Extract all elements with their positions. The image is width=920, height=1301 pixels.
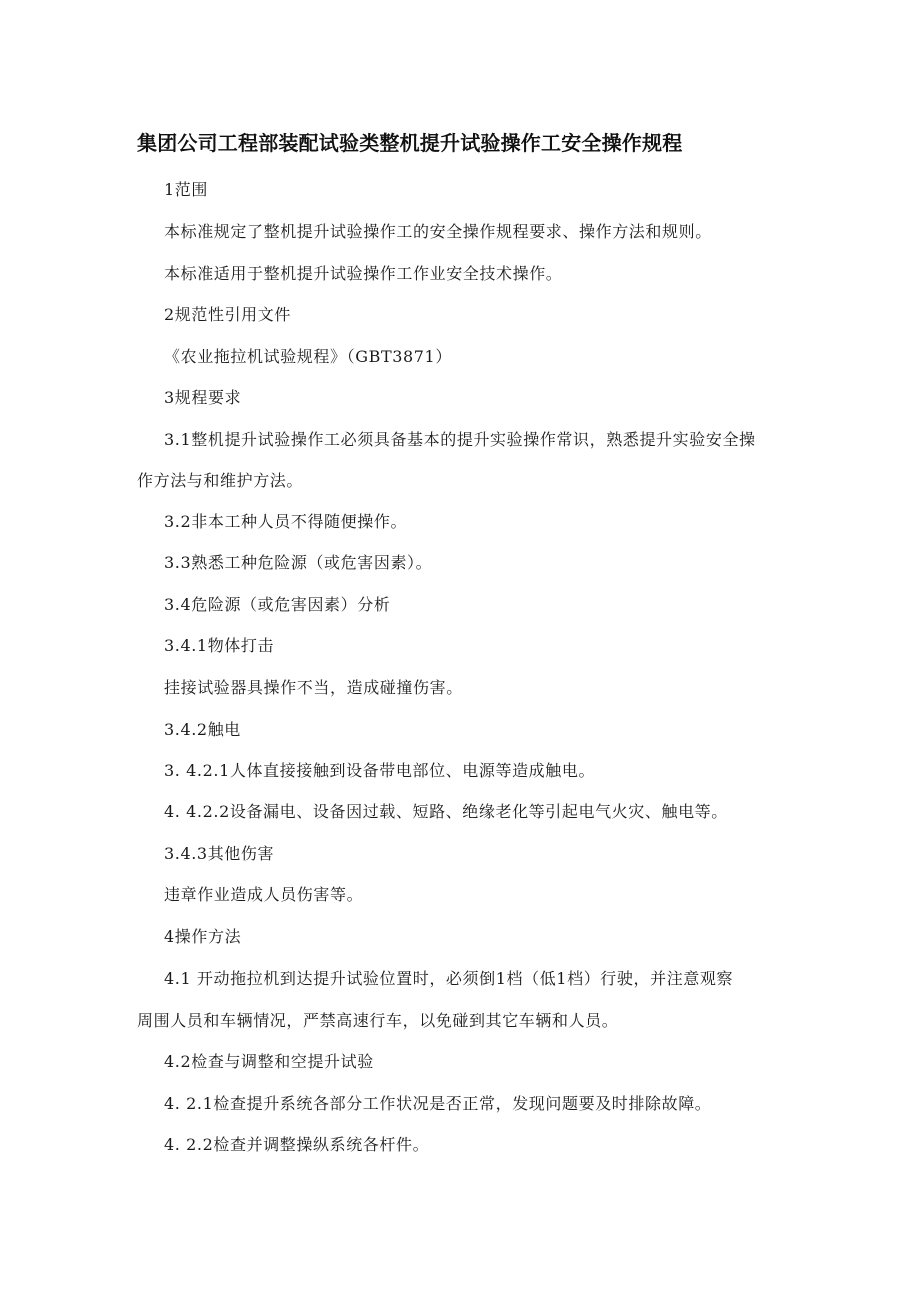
- paragraph: 4.1 开动拖拉机到达提升试验位置时，必须倒1档（低1档）行驶，并注意观察: [164, 969, 734, 988]
- subsection-heading: 3.4.3其他伤害: [164, 844, 275, 863]
- paragraph: 4. 2.2检查并调整操纵系统各杆件。: [164, 1135, 430, 1154]
- paragraph: 3. 4.2.1人体直接接触到设备带电部位、电源等造成触电。: [164, 761, 596, 780]
- paragraph: 本标准规定了整机提升试验操作工的安全操作规程要求、操作方法和规则。: [164, 222, 712, 241]
- paragraph: 3.1整机提升试验操作工必须具备基本的提升实验操作常识，熟悉提升实验安全操: [164, 430, 756, 449]
- paragraph: 4. 2.1检查提升系统各部分工作状况是否正常，发现问题要及时排除故障。: [164, 1094, 712, 1113]
- section-heading-references: 2规范性引用文件: [164, 305, 291, 324]
- subsection-heading: 3.4.2触电: [164, 720, 241, 739]
- paragraph-continuation: 作方法与和维护方法。: [137, 471, 304, 490]
- paragraph: 挂接试验器具操作不当，造成碰撞伤害。: [164, 678, 463, 697]
- subsection-heading: 4.2检查与调整和空提升试验: [164, 1052, 374, 1071]
- subsection-heading: 3.4危险源（或危害因素）分析: [164, 595, 391, 614]
- reference-citation: 《农业拖拉机试验规程》（GBT3871）: [164, 347, 452, 366]
- subsection-heading: 3.4.1物体打击: [164, 636, 275, 655]
- section-heading-methods: 4操作方法: [164, 927, 242, 946]
- paragraph: 3.2非本工种人员不得随便操作。: [164, 512, 408, 531]
- paragraph: 本标准适用于整机提升试验操作工作业安全技术操作。: [164, 264, 563, 283]
- paragraph: 违章作业造成人员伤害等。: [164, 885, 364, 904]
- section-heading-scope: 1范围: [164, 180, 208, 199]
- paragraph: 3.3熟悉工种危险源（或危害因素）。: [164, 553, 433, 572]
- paragraph-continuation: 周围人员和车辆情况，严禁高速行车，以免碰到其它车辆和人员。: [137, 1011, 619, 1030]
- section-heading-requirements: 3规程要求: [164, 388, 242, 407]
- paragraph: 4. 4.2.2设备漏电、设备因过载、短路、绝缘老化等引起电气火灾、触电等。: [164, 802, 728, 821]
- document-title: 集团公司工程部装配试验类整机提升试验操作工安全操作规程: [137, 131, 683, 155]
